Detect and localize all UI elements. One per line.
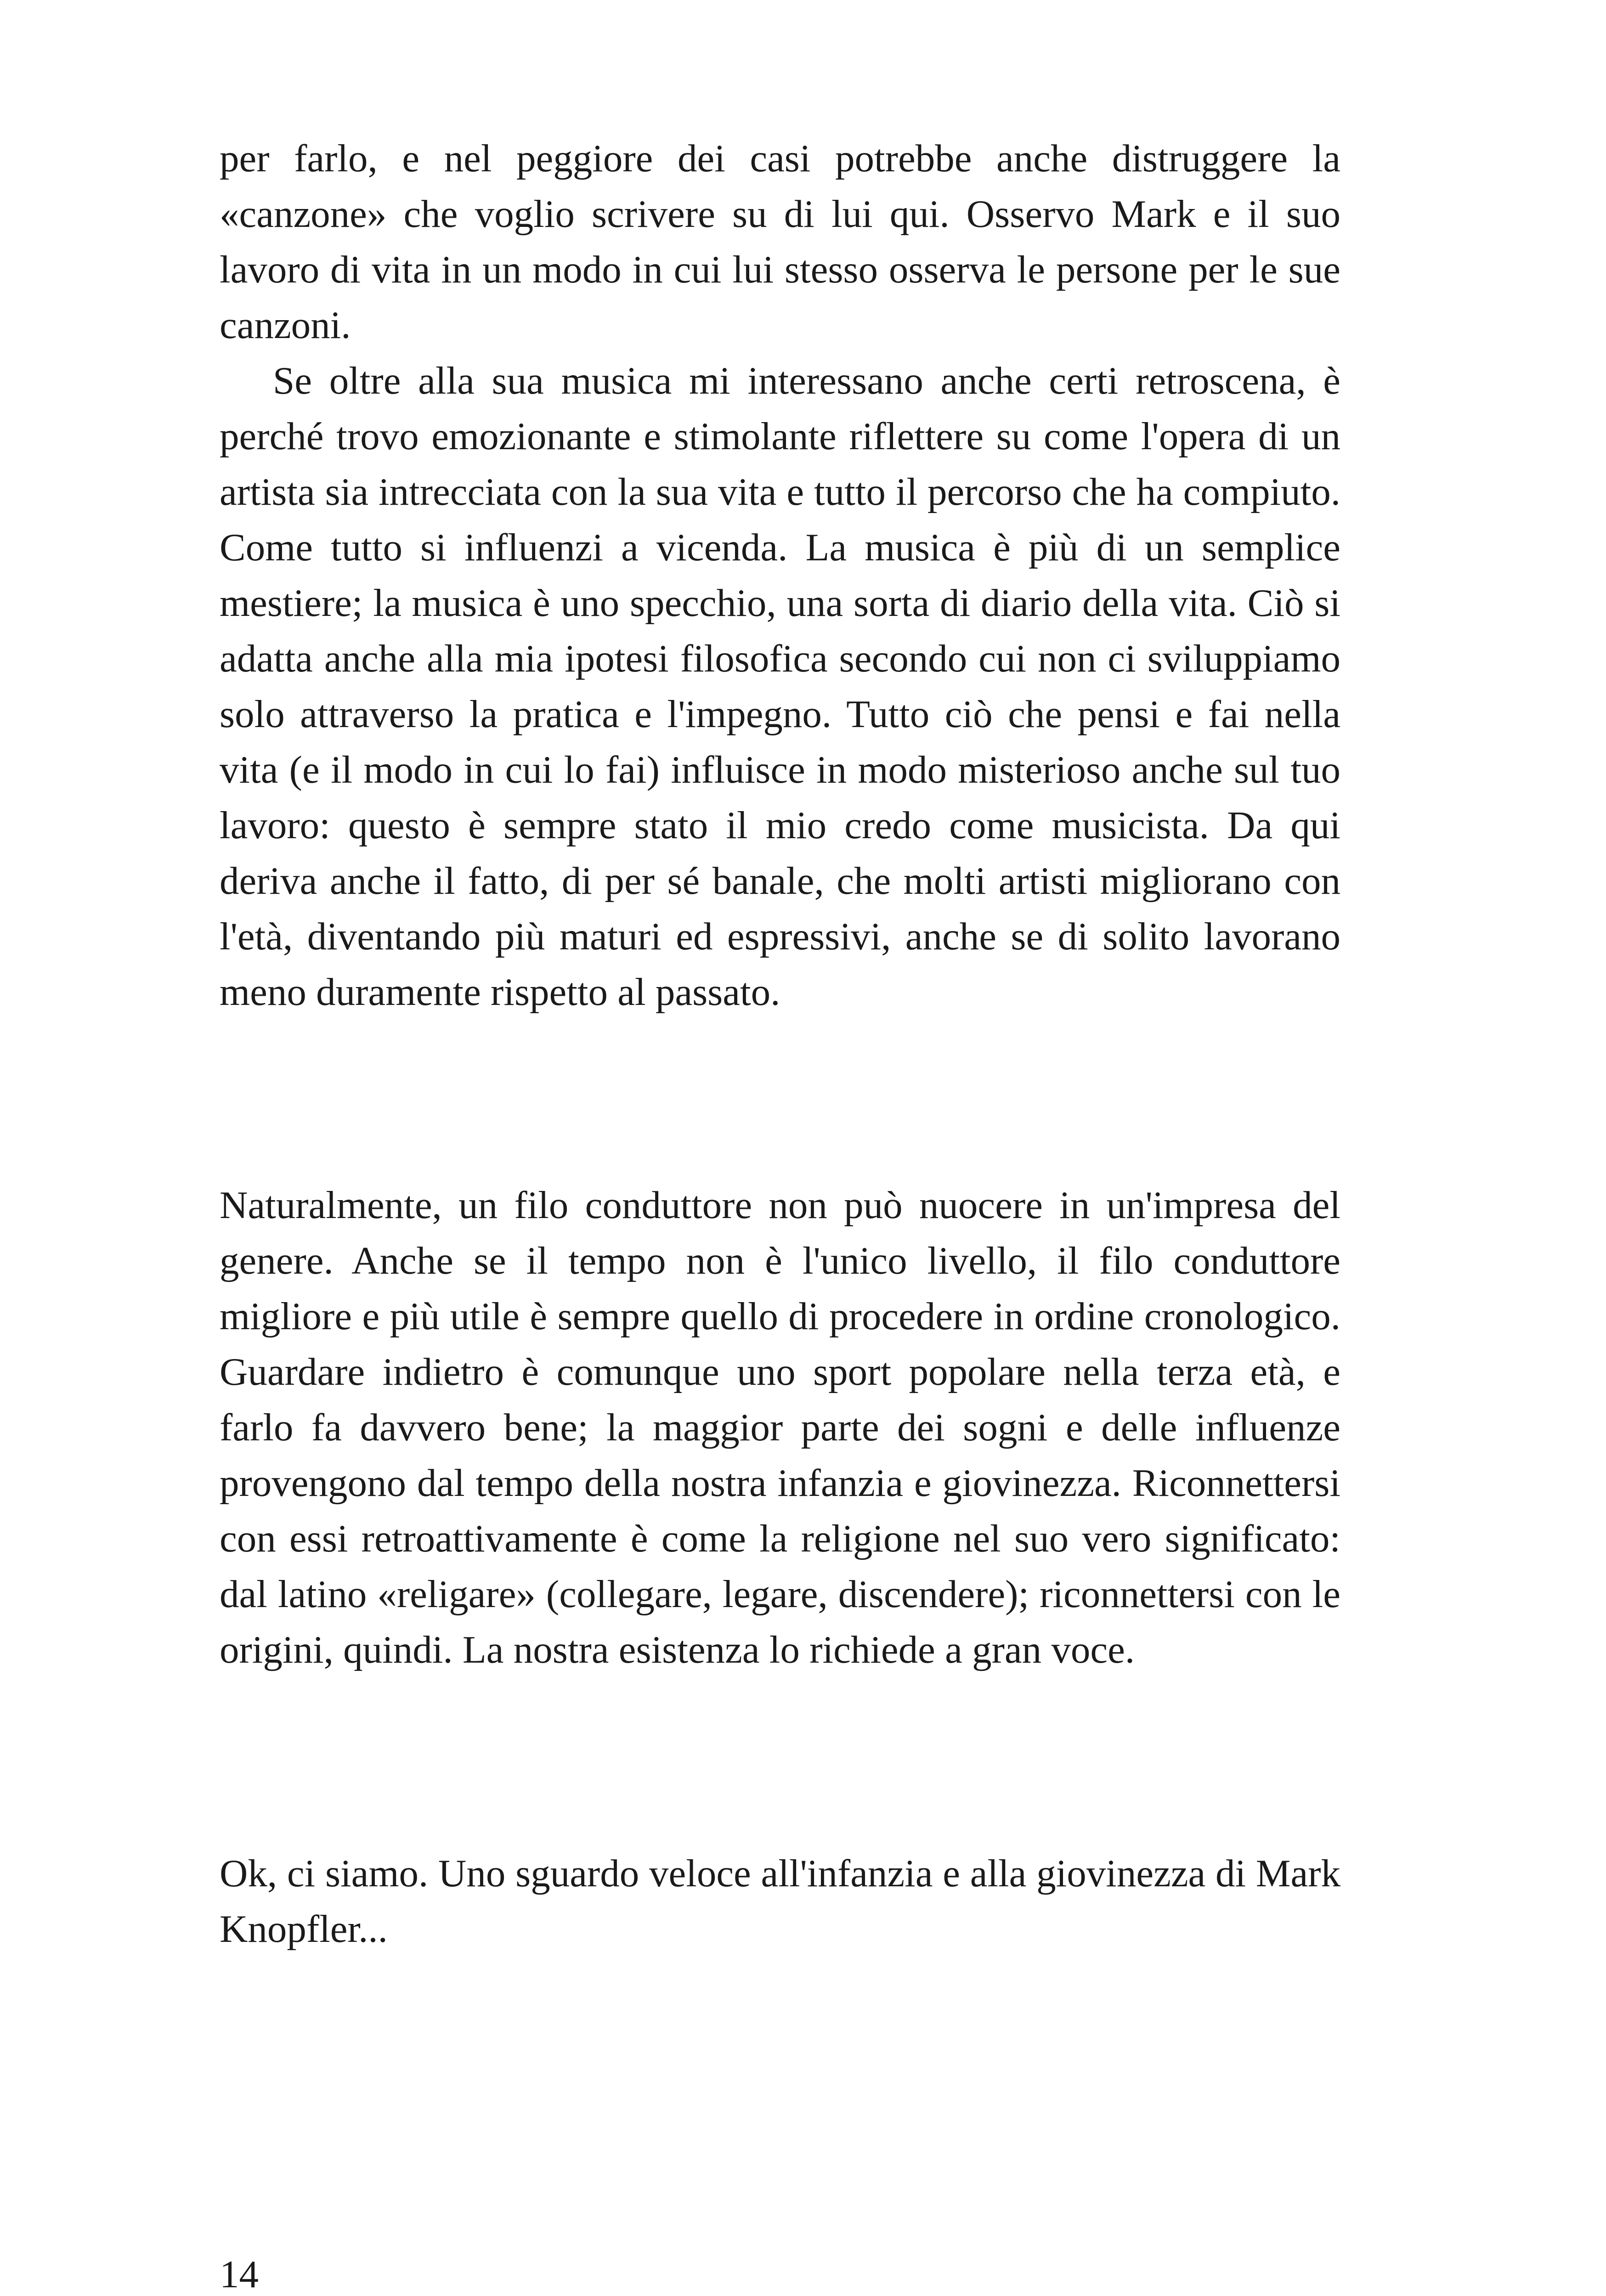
- text-section-transition: [220, 1846, 1340, 1957]
- paragraph-chronological-thread: Naturalmente, un filo conduttore non può nuocere in un'impresa del genere. Anche se il tempo non è l'unico livello, il filo conduttore migliore e più utile è sempre quello di procedere in ordine cronologico. Guardare indietro è comunque uno sport popolare nella terza età, e farlo fa davvero bene; la maggior parte dei sogni e delle influenze provengono dal tempo della nostra infanzia e giovinezza. Riconnettersi con essi retroattivamente è come la religione nel suo vero significato: dal latino «religare» (collegare, legare, discendere); riconnettersi con le origini, quindi. La nostra esistenza lo richiede a gran voce.: [220, 1184, 1340, 1671]
- page-number: 14: [220, 2253, 259, 2296]
- paragraph-artist-life: Se oltre alla sua musica mi interessano anche certi retroscena, è perché trovo emozionante e stimolante riflettere su come l'opera di un artista sia intrecciata con la sua vita e tutto il percorso che ha compiuto. Come tutto si influenzi a vicenda. La musica è più di un semplice mestiere; la musica è uno specchio, una sorta di diario della vita. Ciò si adatta anche alla mia ipotesi filosofica secondo cui non ci sviluppiamo solo attraverso la pratica e l'impegno. Tutto ciò che pensi e fai nella vita (e il modo in cui lo fai) influisce in modo misterioso anche sul tuo lavoro: questo è sempre stato il mio credo come musicista. Da qui deriva anche il fatto, di per sé banale, che molti artisti migliorano con l'età, diventando più maturi ed espressivi, anche se di solito lavorano meno duramente rispetto al passato.: [220, 359, 1340, 1014]
- paragraph-continuation: per farlo, e nel peggiore dei casi potrebbe anche distruggere la «canzone» che voglio scrivere su di lui qui. Osservo Mark e il suo lavoro di vita in un modo in cui lui stesso osserva le persone per le sue canzoni.: [220, 137, 1340, 347]
- paragraph-transition: Ok, ci siamo. Uno sguardo veloce all'infanzia e alla giovinezza di Mark Knopfler...: [220, 1852, 1340, 1951]
- text-section-chronology: [220, 1178, 1340, 1678]
- text-section-intro: [220, 131, 1340, 1020]
